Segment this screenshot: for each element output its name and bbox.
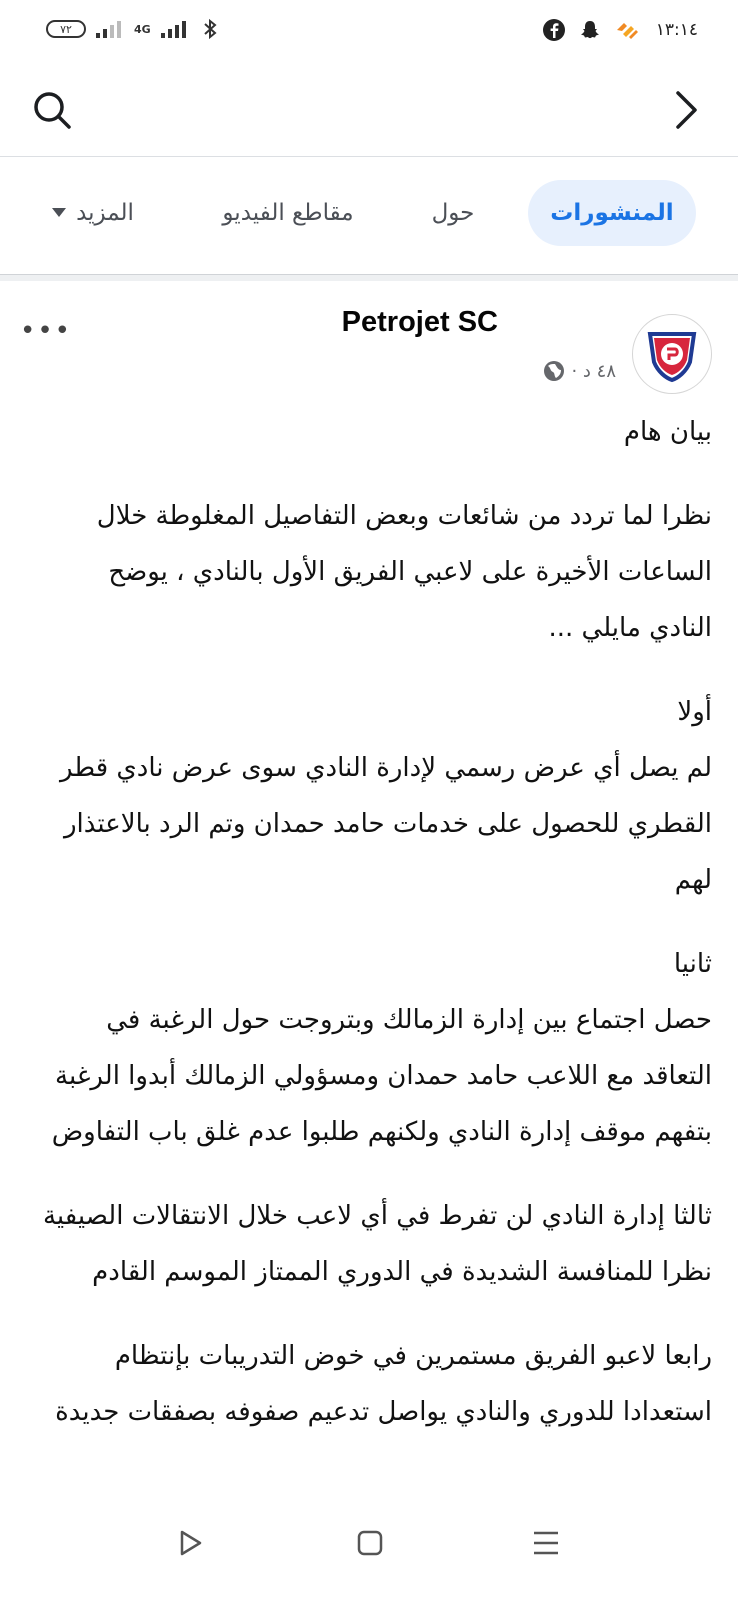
top-nav [0,66,738,157]
home-nav-button[interactable] [340,1518,400,1568]
post-paragraph-first: أولا لم يصل أي عرض رسمي لإدارة النادي سوى عرض نادي قطر القطري للحصول على خدمات حامد حمدان وتم الرد بالاعتذار لهم [60,697,712,895]
recents-nav-button[interactable] [516,1518,576,1568]
paragraph-spacer [42,1300,712,1328]
search-button[interactable] [26,84,78,136]
battery-level: ٧٢ [60,22,72,36]
search-icon [31,89,73,131]
menu-lines-icon [532,1530,560,1556]
bluetooth-icon [199,18,221,40]
post-paragraph-second: ثانيا حصل اجتماع بين إدارة الزمالك وبتروجت حول الرغبة في التعاقد مع اللاعب حامد حمدان ومسؤولي الزمالك أبدوا الرغبة بتفهم موقف إدارة النادي ولكنهم طلبوا عدم غلق باب التفاوض [51,949,712,1147]
paragraph-spacer [42,1160,712,1188]
paragraph-spacer [42,908,712,936]
square-home-icon [357,1530,383,1556]
paragraph-spacer [42,460,712,488]
signal-icon [96,20,124,38]
tab-about[interactable] [413,180,493,246]
tab-posts[interactable] [528,180,696,246]
post-meta [543,360,616,382]
facebook-icon [542,18,566,42]
post-time[interactable]: ٤٨ د · [571,360,616,382]
post-body [42,404,712,1482]
post-paragraph-intro: نظرا لما تردد من شائعات وبعض التفاصيل المغلوطة خلال الساعات الأخيرة على لاعبي الفريق الأول بالنادي ، يوضح النادي مايلي ... [96,501,712,643]
triangle-back-icon [176,1529,204,1557]
petrojet-logo-icon [642,324,702,384]
tab-more[interactable] [34,180,152,246]
page-avatar[interactable] [632,314,712,394]
snapchat-icon [578,18,602,42]
post-paragraph-fourth: رابعا لاعبو الفريق مستمرين في خوض التدريبات بإنتظام استعدادا للدوري والنادي يواصل تدعيم صفوفه بصفقات جديدة [55,1341,712,1427]
back-nav-button[interactable] [160,1518,220,1568]
status-bar [0,0,738,66]
tab-posts-label: المنشورات [550,200,674,226]
network-type: 4G [134,22,151,36]
post-paragraph-third: ثالثا إدارة النادي لن تفرط في أي لاعب خلال الانتقالات الصيفية نظرا للمنافسة الشديدة في الدوري الممتاز الموسم القادم [42,1201,712,1287]
tab-videos[interactable] [203,180,373,246]
status-time: ١٣:١٤ [655,20,698,40]
app-notification-icon [614,19,640,41]
signal-icon-2 [161,20,189,38]
post-more-button[interactable]: ••• [20,316,73,346]
battery-icon [46,20,86,38]
paragraph-spacer [42,656,712,684]
caret-down-icon [52,208,66,218]
tab-more-label: المزيد [76,200,134,226]
page-name[interactable]: Petrojet SC [341,306,498,338]
status-system-icons [46,18,221,40]
tab-about-label: حول [431,200,475,226]
status-app-icons [542,18,640,42]
tab-videos-label: مقاطع الفيديو [222,200,354,226]
chevron-right-icon [668,89,704,131]
page-tabs [0,156,738,278]
globe-icon [543,360,565,382]
post-header [0,280,738,400]
back-button[interactable] [660,84,712,136]
system-navigation-bar [0,1490,738,1600]
post-title: بيان هام [623,417,712,447]
